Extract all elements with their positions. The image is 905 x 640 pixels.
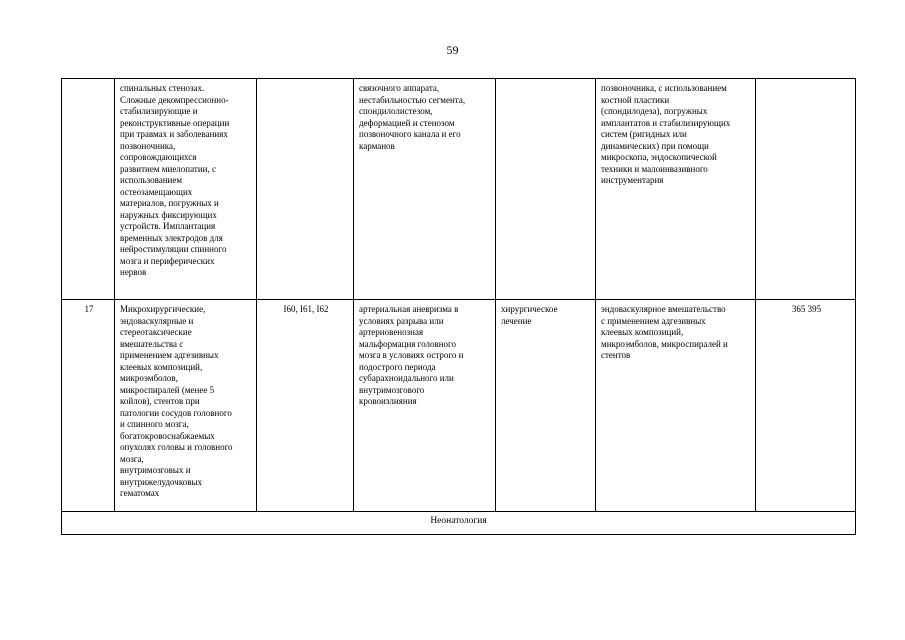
treatment-type-cell [496,79,596,300]
page-number: 59 [446,43,459,57]
treatment-method-cell: эндоваскулярное вмешательство с применением адгезивных клеевых композиций, микроэмболов, микроспиралей и стентов [596,300,756,512]
medical-care-table [61,78,856,535]
patient-model-cell: связочного аппарата, нестабильностью сегмента, спондилолистезом, деформацией и стенозом позвоночного канала и его карманов [354,79,496,300]
row-number-cell [62,79,115,300]
section-header-row [62,512,856,535]
icd-code-cell [257,79,354,300]
treatment-method-cell: позвоночника, с использованием костной пластики (спондилодеза), погружных имплантатов и стабилизирующих систем (ригидных или динамических) при помощи микроскопа, эндоскопической техники и малоинвазивного инструментария [596,79,756,300]
intervention-name-cell: Микрохирургические, эндоваскулярные и стереотаксические вмешательства с применением адгезивных клеевых композиций, микроэмболов, микроспиралей (менее 5 койлов), стентов при патологии сосудов головного и спинного мозга, богатокровоснабжаемых опухолях головы и головного мозга, внутримозговых и внутрижелудочковых гематомах [115,300,257,512]
treatment-type-cell: хирургическое лечение [496,300,596,512]
table-row [62,300,856,512]
intervention-name-cell: спинальных стенозах. Сложные декомпрессионно- стабилизирующие и реконструктивные операции при травмах и заболеваниях позвоночника, сопровождающихся развитием миелопатии, с использованием остеозамещающих материалов, погружных и наружных фиксирующих устройств. Имплантация временных электродов для нейростимуляции спинного мозга и периферических нервов [115,79,257,300]
section-title: Неонатология [62,512,856,535]
price-cell [756,79,856,300]
table-row [62,79,856,300]
price-cell: 365 395 [756,300,856,512]
icd-code-cell: I60, I61, I62 [257,300,354,512]
patient-model-cell: артериальная аневризма в условиях разрыва или артериовенозная мальформация головного мозга в условиях острого и подострого периода субарахноидального или внутримозгового кровоизлияния [354,300,496,512]
row-number-cell: 17 [62,300,115,512]
